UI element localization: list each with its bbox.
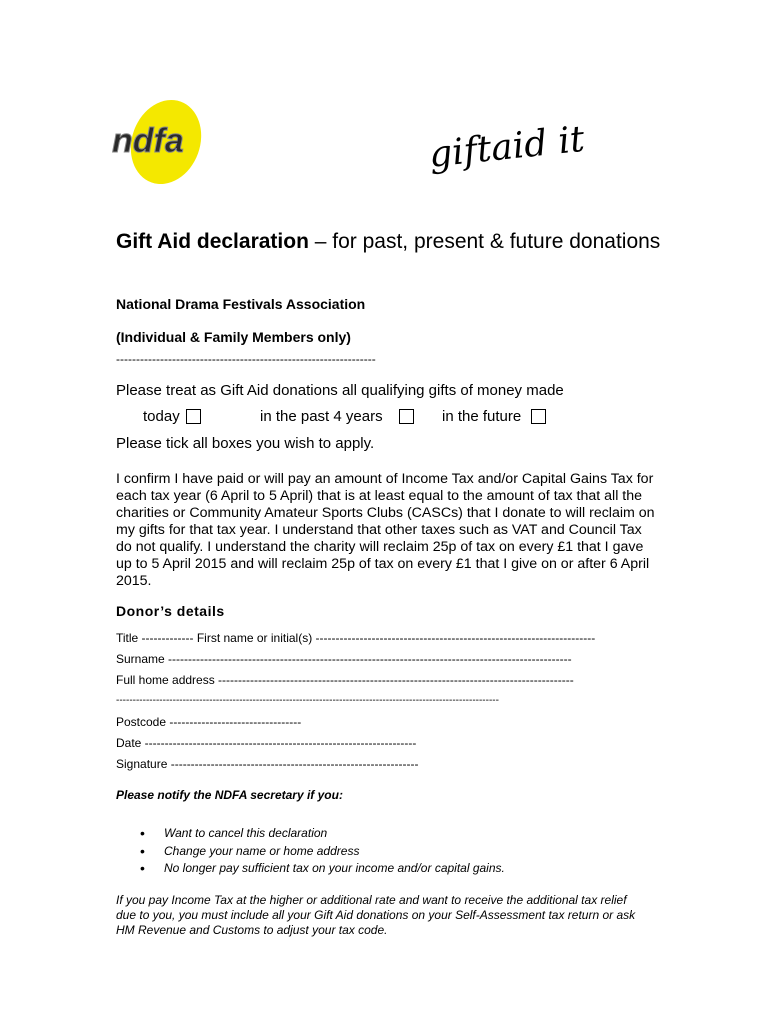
option-future-label: in the future bbox=[442, 408, 522, 425]
bullet-icon: • bbox=[140, 842, 145, 859]
bullet-icon: • bbox=[140, 860, 145, 876]
organisation-name: National Drama Festivals Association bbox=[116, 296, 366, 312]
intro-text: Please treat as Gift Aid donations all qualifying gifts of money made bbox=[116, 382, 564, 399]
donor-details-heading: Donor’s details bbox=[116, 603, 225, 619]
address-field-line2[interactable]: ------------------------------------------------------------------------------------------------------------------- bbox=[116, 695, 499, 706]
address-field[interactable]: Full home address ----------------------------------------------------------------------------------------- bbox=[116, 673, 574, 687]
notify-list bbox=[140, 826, 505, 879]
list-item: • Change your name or home address bbox=[140, 844, 505, 862]
divider: ----------------------------------------------------------------- bbox=[116, 352, 376, 366]
giftaid-logo bbox=[425, 118, 610, 180]
footer-note: If you pay Income Tax at the higher or additional rate and want to receive the additional tax relief due to you, you must include all your Gift Aid donations on your Self-Assessment tax return or ask HM Revenue and Customs to adjust your tax code. bbox=[116, 893, 636, 937]
postcode-field[interactable]: Postcode --------------------------------- bbox=[116, 715, 302, 729]
page-title-bold: Gift Aid declaration bbox=[116, 230, 309, 253]
list-item: • No longer pay sufficient tax on your income and/or capital gains. bbox=[140, 861, 505, 879]
past-checkbox[interactable] bbox=[399, 409, 414, 424]
option-future bbox=[442, 408, 546, 425]
future-checkbox[interactable] bbox=[531, 409, 546, 424]
today-checkbox[interactable] bbox=[186, 409, 201, 424]
signature-field[interactable]: Signature -------------------------------------------------------------- bbox=[116, 757, 419, 771]
tick-all-note: Please tick all boxes you wish to apply. bbox=[116, 435, 375, 452]
surname-field[interactable]: Surname ----------------------------------------------------------------------------------------------------- bbox=[116, 652, 572, 666]
members-note: (Individual & Family Members only) bbox=[116, 329, 351, 345]
confirmation-text: I confirm I have paid or will pay an amount of Income Tax and/or Capital Gains Tax for each tax year (6 April to 5 April) that is at least equal to the amount of tax that all the charities or Community Amateur Sports Clubs (CASCs) that I donate to will reclaim on my gifts for that tax year. I understand that other taxes such as VAT and Council Tax do not qualify. I understand the charity will reclaim 25p of tax on every £1 that I gave up to 5 April 2015 and will reclaim 25p of tax on every £1 that I give on or after 6 April 2015. bbox=[116, 471, 655, 589]
ndfa-logo bbox=[108, 96, 204, 188]
list-item: • Want to cancel this declaration bbox=[140, 826, 505, 844]
ndfa-logo-text: ndfa bbox=[112, 122, 184, 160]
option-past bbox=[260, 408, 414, 425]
option-past-label: in the past 4 years bbox=[260, 408, 383, 425]
notify-heading: Please notify the NDFA secretary if you: bbox=[116, 788, 343, 802]
giftaid-logo-text: giftaid it bbox=[427, 118, 587, 176]
bullet-icon: • bbox=[140, 825, 145, 841]
option-today-label: today bbox=[143, 408, 180, 425]
page-title bbox=[116, 229, 676, 255]
date-field[interactable]: Date -------------------------------------------------------------------- bbox=[116, 736, 417, 750]
option-today bbox=[143, 408, 201, 425]
title-name-field[interactable]: Title ------------- First name or initial(s) ---------------------------------------------------------------------- bbox=[116, 631, 596, 645]
page-title-rest: – for past, present & future donations bbox=[308, 230, 661, 253]
